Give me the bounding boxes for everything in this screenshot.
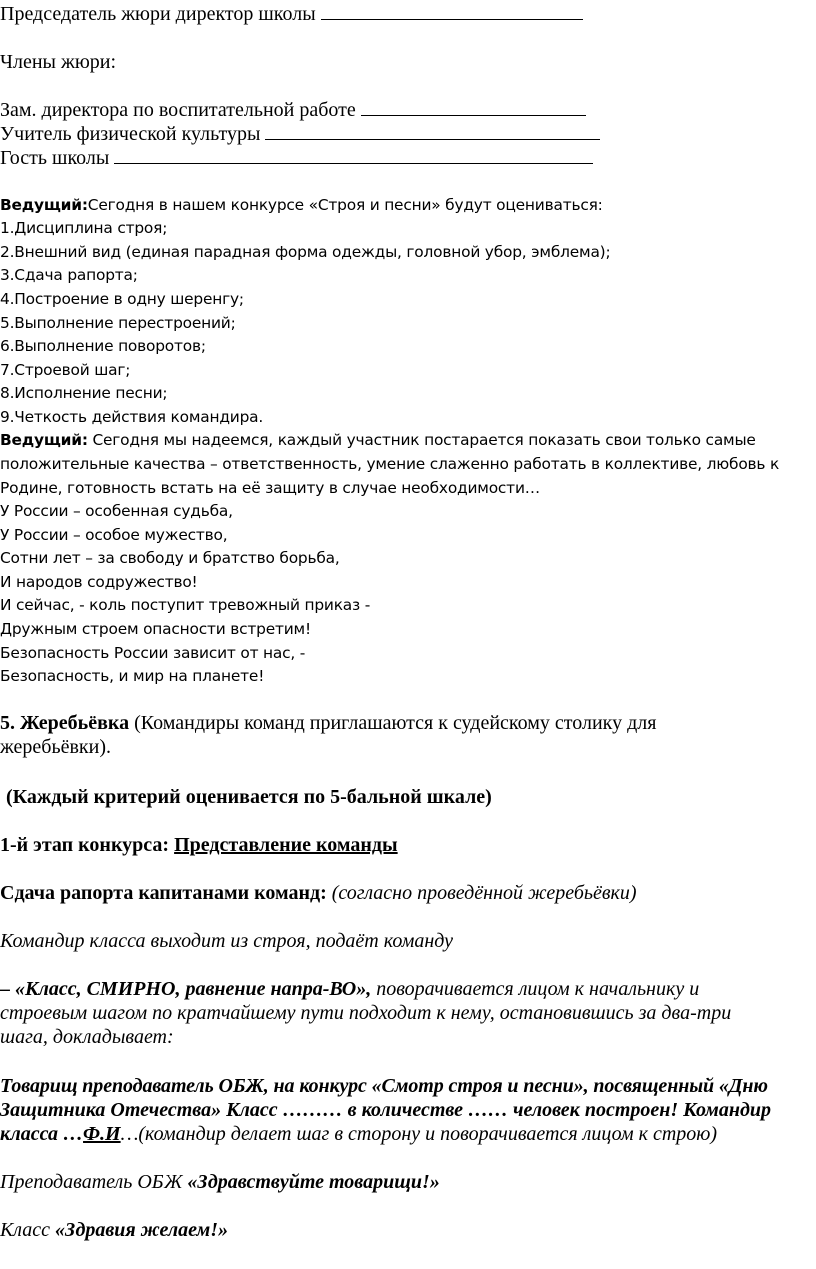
criteria-item: 5.Выполнение перестроений; bbox=[0, 314, 236, 332]
draw-text-1: (Командиры команд приглашаются к судейскому столику для bbox=[129, 712, 657, 734]
jury-guest-line bbox=[0, 146, 593, 170]
draw-line-2: жеребьёвки). bbox=[0, 736, 112, 758]
poem-line: У России – особенная судьба, bbox=[0, 502, 233, 520]
class-reply-label: Класс bbox=[0, 1219, 55, 1241]
stage1-heading bbox=[0, 833, 398, 857]
scale-note: (Каждый критерий оценивается по 5-бальной шкале) bbox=[6, 786, 492, 808]
host-speech-line-3: Родине, готовность встать на её защиту в случае необходимости… bbox=[0, 479, 540, 497]
jury-members-title: Члены жюри: bbox=[0, 51, 117, 73]
criteria-item: 2.Внешний вид (единая парадная форма одежды, головной убор, эмблема); bbox=[0, 243, 611, 261]
host-speech-line-1 bbox=[0, 429, 756, 453]
host-intro-text: Сегодня в нашем конкурсе «Строя и песни» будут оцениваться: bbox=[87, 196, 603, 214]
criteria-item: 6.Выполнение поворотов; bbox=[0, 337, 206, 355]
criteria-item: 1.Дисциплина строя; bbox=[0, 219, 168, 237]
command-line-3: шага, докладывает: bbox=[0, 1026, 174, 1048]
jury-pe-blank bbox=[265, 122, 600, 140]
host-intro bbox=[0, 194, 603, 218]
teacher-label: Преподаватель ОБЖ bbox=[0, 1171, 188, 1193]
jury-deputy-blank bbox=[361, 98, 586, 116]
draw-line-1 bbox=[0, 711, 656, 735]
jury-guest-blank bbox=[114, 146, 593, 164]
jury-chair-line bbox=[0, 2, 583, 26]
class-reply-line bbox=[0, 1218, 228, 1242]
report-note: (согласно проведённой жеребьёвки) bbox=[331, 882, 637, 904]
host-speech-line-2: положительные качества – ответственность, умение слаженно работать в коллективе, любовь к bbox=[0, 455, 780, 473]
criteria-item: 8.Исполнение песни; bbox=[0, 384, 168, 402]
criteria-item: 4.Построение в одну шеренгу; bbox=[0, 290, 244, 308]
poem-line: Сотни лет – за свободу и братство борьба, bbox=[0, 549, 340, 567]
report-heading bbox=[0, 881, 637, 905]
poem-line: И сейчас, - коль поступит тревожный приказ - bbox=[0, 596, 371, 614]
host-speech-text-1: Сегодня мы надеемся, каждый участник постарается показать свои только самые bbox=[87, 431, 756, 449]
report-text-bold: класса … bbox=[0, 1123, 84, 1145]
teacher-line bbox=[0, 1170, 440, 1194]
jury-guest-label: Гость школы bbox=[0, 147, 110, 169]
poem-line: Безопасность, и мир на планете! bbox=[0, 667, 265, 685]
poem-line: Дружным строем опасности встретим! bbox=[0, 620, 311, 638]
report-text-fi: Ф.И bbox=[83, 1123, 121, 1145]
host-intro-label: Ведущий: bbox=[0, 196, 88, 214]
report-text-rest: …(командир делает шаг в сторону и поворачивается лицом к строю) bbox=[120, 1123, 718, 1145]
criteria-item: 9.Четкость действия командира. bbox=[0, 408, 264, 426]
poem-line: Безопасность России зависит от нас, - bbox=[0, 644, 306, 662]
report-text-line-2: Защитника Отечества» Класс ……… в количестве …… человек построен! Командир bbox=[0, 1099, 772, 1121]
command-line-1 bbox=[0, 977, 699, 1001]
criteria-item: 7.Строевой шаг; bbox=[0, 361, 131, 379]
criteria-item: 3.Сдача рапорта; bbox=[0, 266, 138, 284]
command-bold: – «Класс, СМИРНО, равнение напра-ВО», bbox=[0, 978, 372, 1000]
jury-chair-label: Председатель жюри директор школы bbox=[0, 3, 316, 25]
poem-line: У России – особое мужество, bbox=[0, 526, 228, 544]
host-speech-label: Ведущий: bbox=[0, 431, 88, 449]
poem-line: И народов содружество! bbox=[0, 573, 198, 591]
class-reply-text: «Здравия желаем!» bbox=[55, 1219, 229, 1241]
stage1-name: Представление команды bbox=[174, 834, 398, 856]
draw-title: 5. Жеребьёвка bbox=[0, 712, 130, 734]
jury-chair-blank bbox=[321, 2, 583, 20]
teacher-greeting: «Здравствуйте товарищи!» bbox=[187, 1171, 440, 1193]
jury-deputy-label: Зам. директора по воспитательной работе bbox=[0, 99, 356, 121]
jury-deputy-line bbox=[0, 98, 586, 122]
command-rest-1: поворачивается лицом к начальнику и bbox=[371, 978, 700, 1000]
commander-line: Командир класса выходит из строя, подаёт команду bbox=[0, 930, 453, 952]
report-label: Сдача рапорта капитанами команд: bbox=[0, 882, 332, 904]
report-text-line-1: Товарищ преподаватель ОБЖ, на конкурс «Смотр строя и песни», посвященный «Дню bbox=[0, 1075, 768, 1097]
stage1-label: 1-й этап конкурса: bbox=[0, 834, 175, 856]
jury-pe-line bbox=[0, 122, 600, 146]
command-line-2: строевым шагом по кратчайшему пути подходит к нему, остановившись за два-три bbox=[0, 1002, 732, 1024]
report-text-line-3 bbox=[0, 1122, 717, 1146]
jury-pe-label: Учитель физической культуры bbox=[0, 123, 261, 145]
